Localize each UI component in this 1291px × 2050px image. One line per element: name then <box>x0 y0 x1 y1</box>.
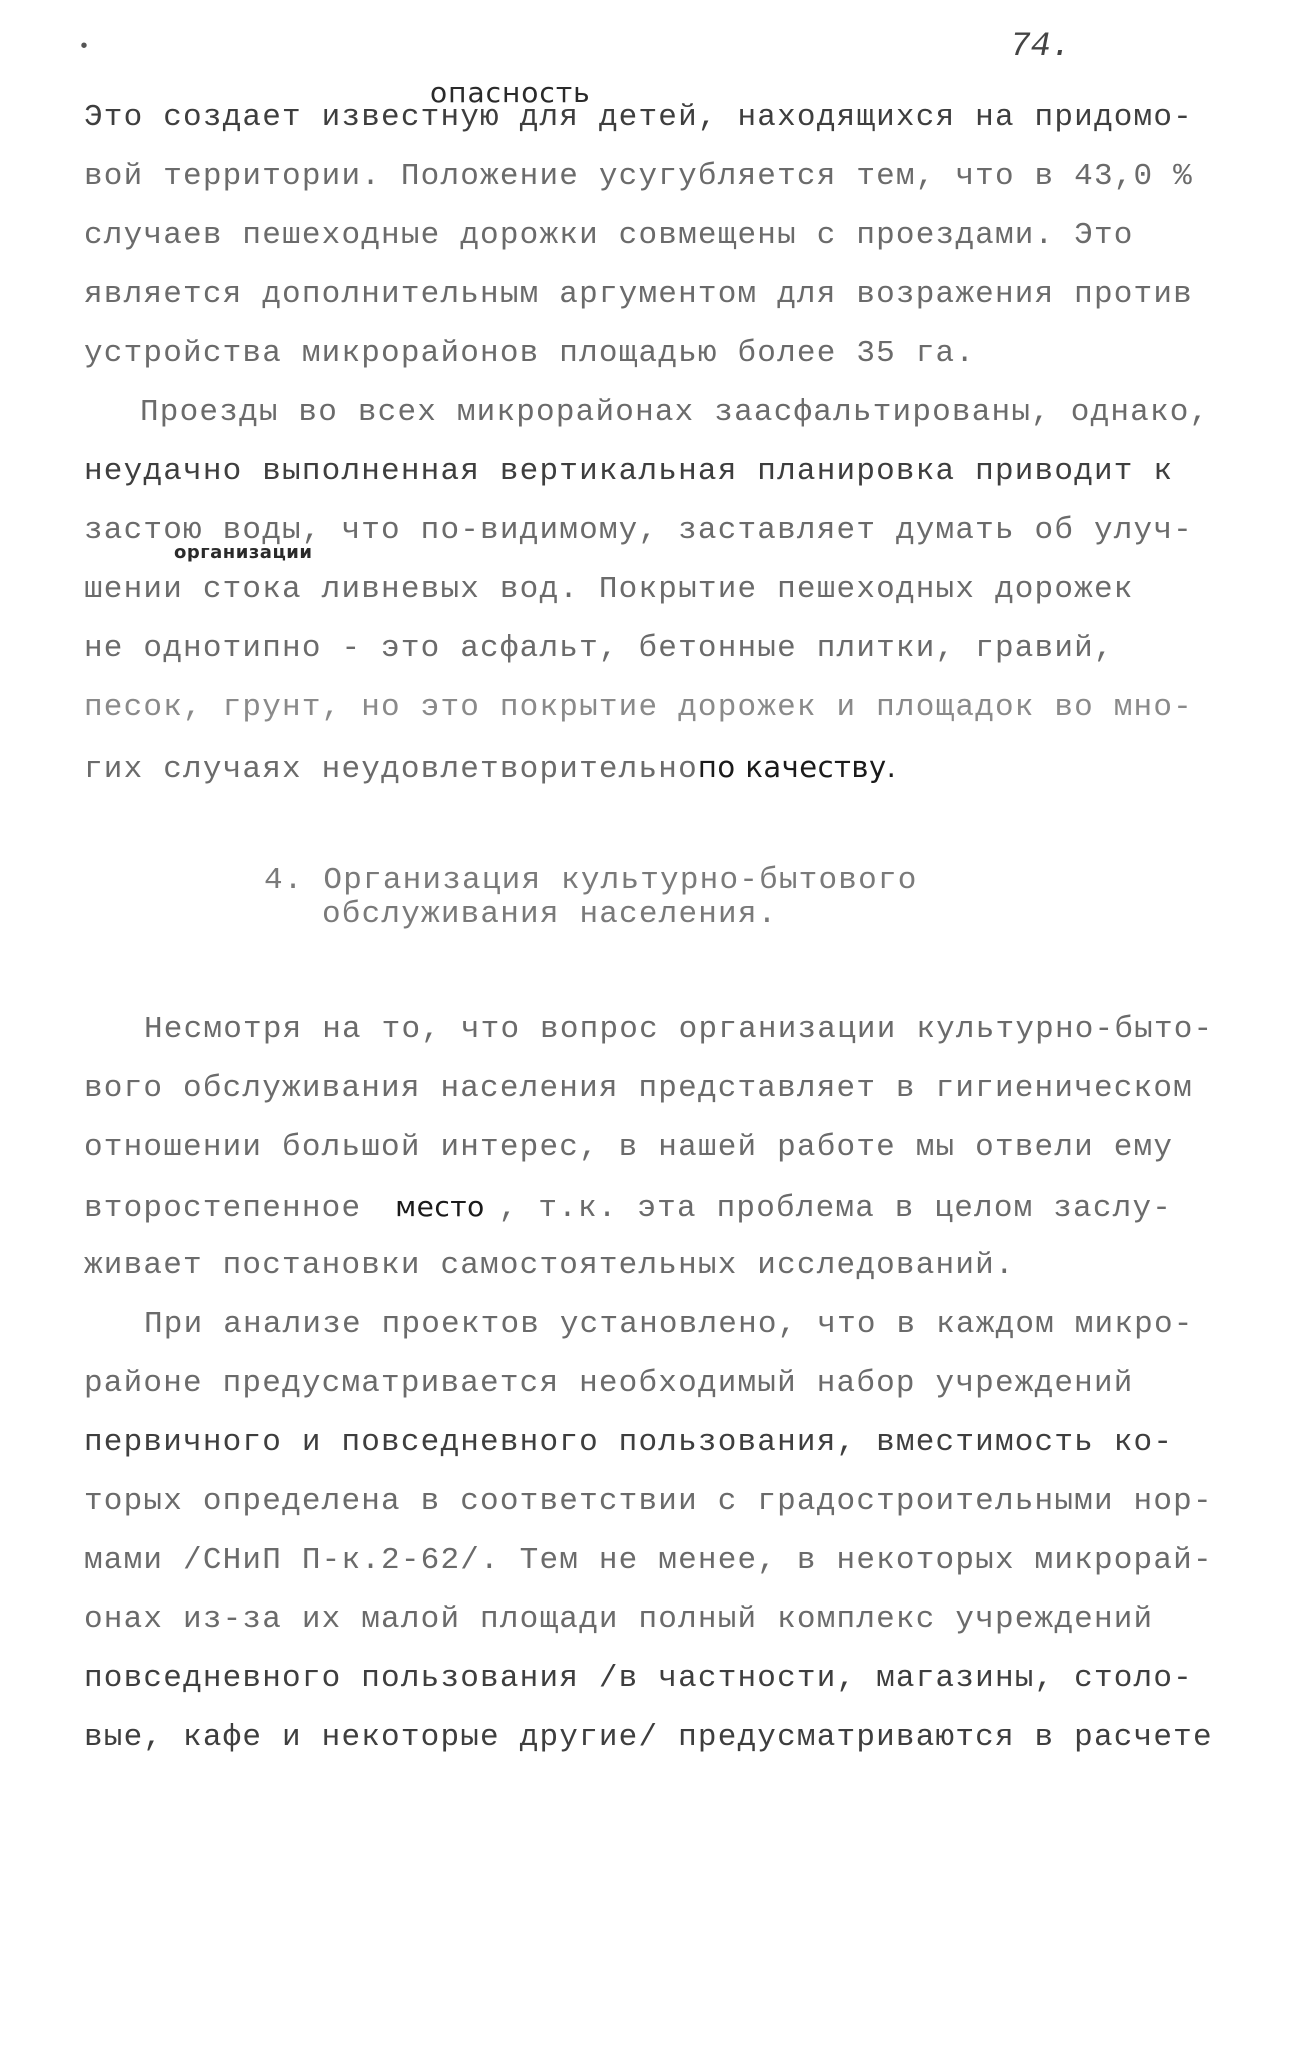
text-line: живает постановки самостоятельных исследований. <box>84 1248 1015 1283</box>
text-line-end: , т.к. эта проблема в целом заслу- <box>498 1191 1173 1226</box>
text-line: торых определена в соответствии с градостроительными нор- <box>84 1484 1213 1519</box>
text-line: песок, грунт, но это покрытие дорожек и площадок во мно- <box>84 690 1193 725</box>
handwritten-insert-danger: опасность <box>430 76 591 109</box>
section-heading-line2: обслуживания населения. <box>322 897 778 932</box>
text-line: вого обслуживания населения представляет в гигиеническом <box>84 1071 1193 1106</box>
text-line <box>84 747 896 790</box>
handwritten-word: место <box>395 1190 485 1223</box>
page-number: 74. <box>1010 28 1072 66</box>
text-line: первичного и повседневного пользования, вместимость ко- <box>84 1425 1174 1460</box>
text-line: Проезды во всех микрорайонах заасфальтированы, однако, <box>140 395 1210 430</box>
text-line: отношении большой интерес, в нашей работе мы отвели ему <box>84 1130 1174 1165</box>
text-line-typed: гих случаях неудовлетворительно <box>84 752 698 787</box>
text-line: При анализе проектов установлено, что в каждом микро- <box>144 1307 1194 1342</box>
text-line: шении стока ливневых вод. Покрытие пешеходных дорожек <box>84 572 1134 607</box>
text-line: Несмотря на то, что вопрос организации культурно-быто- <box>144 1012 1214 1047</box>
handwritten-ending: по качеству. <box>697 750 897 784</box>
text-line-start: второстепенное <box>84 1191 362 1226</box>
text-line: онах из-за их малой площади полный комплекс учреждений <box>84 1602 1154 1637</box>
handwritten-insert-organization: организации <box>174 542 313 563</box>
text-line: вые, кафе и некоторые другие/ предусматриваются в расчете <box>84 1720 1213 1755</box>
text-line: застою воды, что по-видимому, заставляет думать об улуч- <box>84 513 1193 548</box>
section-heading-line1: 4. Организация культурно-бытового <box>264 863 918 898</box>
text-line: повседневного пользования /в частности, магазины, столо- <box>84 1661 1193 1696</box>
text-line: мами /СНиП П-к.2-62/. Тем не менее, в некоторых микрорай- <box>84 1543 1213 1578</box>
text-line <box>84 1187 1172 1229</box>
corner-mark: • <box>78 36 91 59</box>
text-line: не однотипно - это асфальт, бетонные плитки, гравий, <box>84 631 1114 666</box>
text-line: случаев пешеходные дорожки совмещены с проездами. Это <box>84 218 1134 253</box>
text-line: Это создает известную для детей, находящихся на придомо- <box>84 100 1193 135</box>
text-line: вой территории. Положение усугубляется тем, что в 43,0 % <box>84 159 1193 194</box>
text-line: неудачно выполненная вертикальная планировка приводит к <box>84 454 1174 489</box>
text-line: устройства микрорайонов площадью более 35 га. <box>84 336 976 371</box>
text-line: является дополнительным аргументом для возражения против <box>84 277 1193 312</box>
text-line: районе предусматривается необходимый набор учреждений <box>84 1366 1134 1401</box>
